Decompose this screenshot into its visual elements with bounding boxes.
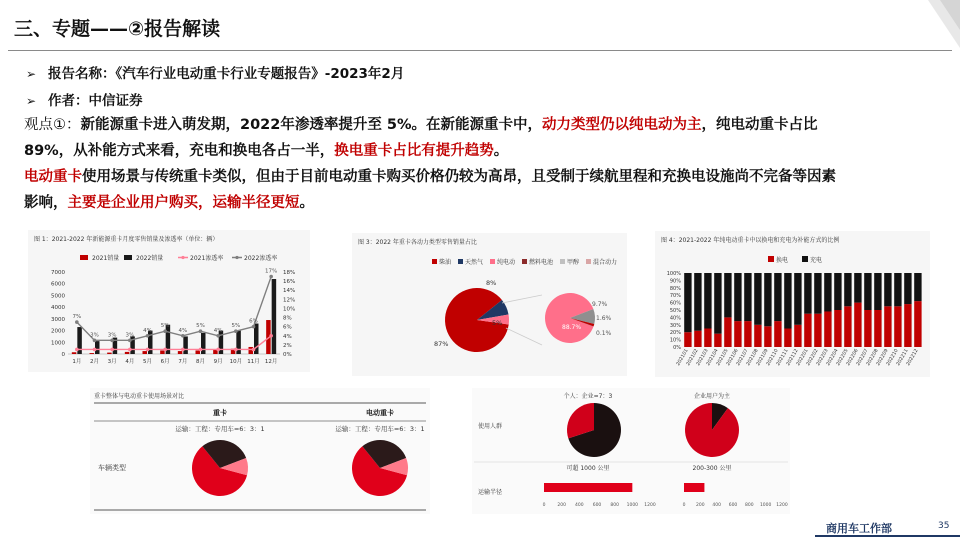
y-tick-label: 70% [669,293,681,300]
x-tick-label: 800 [610,503,619,508]
arrow-bullet-icon: ➢ [26,67,37,81]
y-tick-label: 80% [669,285,681,292]
x-tick-label: 5月 [143,359,152,365]
bar-swap [914,301,921,347]
y2-tick-label: 18% [283,270,296,276]
x-tick-label: 1200 [644,503,656,508]
x-tick-label: 202108 [746,348,760,367]
bar-charge [774,273,781,321]
point-3 [181,334,185,338]
bar-swap [824,311,831,347]
x-tick-label: 202205 [836,348,850,367]
rate-label: 17% [265,268,278,275]
x-tick-label: 6月 [160,359,170,365]
row-label: 车辆类型 [98,464,126,472]
chart-3-title: 图 4：2021-2022 年纯电动重卡中以换电和充电为补能方式的比例 [661,237,840,244]
x-tick-label: 202201 [796,348,810,367]
x-tick-label: 800 [745,503,754,508]
bar-swap [684,332,691,347]
bar-swap [724,317,731,347]
bar-swap [744,321,751,347]
point-3 [110,339,114,343]
bar-charge [724,273,731,317]
bar-2021 [72,352,77,354]
x-tick-label: 0 [682,503,686,508]
x-tick-label: 9月 [213,359,223,365]
bar-swap [734,321,741,347]
viewpoint-highlight-1: 动力类型仍以纯电动为主 [542,117,702,133]
y-tick-label: 6000 [51,281,65,288]
line-3 [77,277,271,341]
connector-line [502,295,542,303]
bar-swap [754,325,761,347]
x-tick-label: 10月 [229,359,243,365]
bar-swap [694,331,701,347]
viewpoint-text-2: ，纯电动重卡占比 [701,117,818,133]
legend-label-0: 2021销量 [92,255,120,262]
bar-2021 [125,352,130,354]
caption: 个人：企业=7：3 [563,393,613,400]
point-3 [216,334,220,338]
rate-label: 5% [231,323,241,330]
y2-tick-label: 4% [283,333,292,340]
point-3 [252,325,256,329]
point-3 [199,329,203,333]
bar-charge [764,273,771,326]
x-tick-label: 202105 [716,348,730,367]
sub-pie-label: 9.7% [592,301,608,308]
x-tick-label: 202107 [736,348,750,367]
legend-label-1: 2022销量 [136,255,164,262]
point-2 [93,348,97,352]
point-2 [110,348,114,352]
point-2 [75,348,79,352]
x-tick-label: 202203 [816,348,830,367]
connector-line [506,328,542,345]
point-3 [163,329,167,333]
bar-swap [904,304,911,347]
point-2 [163,348,167,352]
x-tick-label: 202112 [786,348,800,367]
user-pie-enterprise-slice-1 [685,403,739,457]
scenario-caption: 运输：工程：专用车=6：3：1 [335,425,425,433]
page-title: 三、专题——②报告解读 [14,18,221,40]
caption: 企业用户为主 [693,393,731,400]
legend-label-4: 甲醇 [567,259,580,266]
bar-charge [874,273,881,310]
bar-2021 [143,351,148,354]
point-3 [146,334,150,338]
y-tick-label: 7000 [51,270,65,276]
x-tick-label: 600 [728,503,738,508]
chart-5-svg [472,388,790,514]
y-tick-label: 90% [669,278,681,285]
rate-label: 7% [72,314,82,321]
legend-label-2: 2021渗透率 [190,255,224,262]
chart-2-svg [352,233,627,376]
chart-scenario-compare [90,388,430,514]
rate-label: 6% [249,318,258,325]
point-2 [128,348,132,352]
column-header: 电动重卡 [366,409,394,417]
corner-decoration [924,0,960,48]
y-tick-label: 40% [669,315,681,322]
x-tick-label: 202204 [826,348,840,367]
legend-label-1: 充电 [810,257,823,264]
x-tick-label: 7月 [178,359,188,365]
point-3 [128,339,132,343]
x-tick-label: 202212 [906,348,920,367]
x-tick-label: 200 [696,503,705,508]
main-pie-label: 87% [434,340,449,348]
bar-charge [814,273,821,314]
radius-bar-truck [544,483,632,492]
x-tick-label: 202102 [686,348,700,367]
legend-marker-3 [235,256,238,259]
bar-charge [884,273,891,306]
bar-charge [714,273,721,334]
arrow-bullet-icon: ➢ [26,94,37,108]
bar-charge [754,273,761,325]
viewpoint-text-1: 新能源重卡进入萌发期，2022年渗透率提升至 5%。在新能源重卡中， [80,117,543,133]
y-tick-label: 10% [669,337,681,344]
scenario-caption: 运输：工程：专用车=6：3：1 [175,425,265,433]
x-tick-label: 202210 [886,348,900,367]
legend-marker-2 [181,256,184,259]
y-tick-label: 4000 [51,305,65,312]
main-pie-label: 8% [486,279,497,287]
x-tick-label: 1000 [626,503,639,508]
rate-label: 3% [90,332,99,339]
x-tick-label: 1000 [759,503,772,508]
viewpoint-highlight-2: 换电重卡占比有提升趋势 [334,143,494,159]
legend-label-2: 纯电动 [497,259,516,266]
chart-3-svg [655,231,930,377]
usage-highlight-1: 电动重卡 [24,169,82,185]
x-tick-label: 202106 [726,348,740,367]
y2-tick-label: 16% [283,279,296,286]
department-label: 商用车工作部 [826,522,892,535]
x-tick-label: 202110 [766,348,780,367]
bar-swap [714,334,721,347]
legend-swatch-0 [432,259,437,264]
bar-charge [734,273,741,321]
x-tick-label: 3月 [107,359,117,365]
sub-pie-label: 0.1% [596,330,612,337]
legend-label-3: 2022渗透率 [244,255,278,262]
x-tick-label: 2月 [90,359,99,365]
rate-label: 4% [178,327,188,334]
legend-swatch-1 [458,259,463,264]
line-2 [77,336,271,350]
x-tick-label: 202101 [676,348,690,367]
legend-swatch-2 [490,259,495,264]
sub-pie-label: 1.6% [596,315,612,322]
y2-tick-label: 0% [283,352,292,358]
bar-charge [704,273,711,329]
y2-tick-label: 8% [283,315,292,322]
y2-tick-label: 10% [283,306,296,313]
y-tick-label: 60% [669,300,681,307]
bar-swap [854,303,861,347]
y-tick-label: 0% [673,345,681,351]
bar-swap [874,310,881,347]
y-tick-label: 3000 [51,316,65,323]
chart-4-title: 重卡整体与电动重卡使用场景对比 [94,393,185,400]
x-tick-label: 202111 [776,348,790,367]
viewpoint-text-3: 89%，从补能方式来看，充电和换电各占一半， [24,143,335,159]
point-2 [199,348,203,352]
y2-tick-label: 12% [283,297,296,304]
page-number: 35 [938,521,950,531]
y-tick-label: 50% [669,308,681,314]
chart-2-title: 图 3：2022 年重卡各动力类型零售销量占比 [358,239,477,246]
bar-2022 [201,333,206,354]
bar-swap [884,306,891,347]
x-tick-label: 1200 [776,503,788,508]
x-tick-label: 11月 [247,359,260,365]
usage-paragraph [24,164,944,216]
bar-swap [894,306,901,347]
point-3 [93,339,97,343]
bar-swap [784,329,791,348]
bar-swap [804,314,811,347]
rate-label: 3% [107,332,117,339]
usage-text-3: 。 [299,195,314,211]
legend-label-3: 燃料电池 [529,259,554,266]
chart-1-title: 图 1：2021-2022 年新能源重卡月度零售销量及渗透率（单位：辆） [34,236,219,243]
author-bullet [26,89,143,109]
x-tick-label: 200 [557,503,566,508]
point-2 [234,348,238,352]
rate-label: 3% [125,332,135,339]
x-tick-label: 400 [575,503,584,508]
bar-swap [774,321,781,347]
point-3 [75,320,79,324]
x-tick-label: 202202 [806,348,820,367]
bar-charge [684,273,691,332]
x-tick-label: 202104 [706,348,720,367]
legend-swatch-0 [768,256,774,262]
usage-text-1: 使用场景与传统重卡类似，但由于目前电动重卡购买价格仍较为高昂，且受制于续航里程和充换电设施尚不完备等因素 [82,169,836,185]
chart-user-radius [472,388,790,514]
column-header: 重卡 [213,409,227,417]
viewpoint-prefix: 观点①： [24,117,81,133]
x-tick-label: 202206 [846,348,860,367]
legend-swatch-3 [522,259,527,264]
rate-label: 4% [213,327,223,334]
bar-charge [794,273,801,325]
x-tick-label: 400 [712,503,721,508]
chart-monthly-sales [28,230,310,372]
point-2 [252,348,256,352]
bar-2021 [90,353,95,354]
bar-charge [854,273,861,303]
y-tick-label: 1000 [51,340,65,347]
x-tick-label: 202208 [866,348,880,367]
bar-charge [904,273,911,304]
legend-label-0: 换电 [776,257,789,264]
rate-label: 5% [196,323,205,330]
bar-charge [894,273,901,306]
bar-2021 [160,350,165,354]
y-tick-label: 5000 [51,293,65,300]
legend-label-1: 天然气 [465,259,484,266]
viewpoint-text-4: 。 [493,143,509,159]
radius-bar-ev [684,483,704,492]
point-3 [269,275,273,279]
y-tick-label: 20% [669,330,681,337]
bar-charge [914,273,921,301]
usage-highlight-2: 主要是企业用户购买，运输半径更短 [67,195,300,211]
bar-charge [784,273,791,329]
point-2 [181,348,185,352]
bar-2022 [95,341,100,354]
point-2 [269,334,273,338]
bar-charge [864,273,871,310]
bar-swap [794,325,801,347]
y-tick-label: 2000 [51,328,65,335]
x-tick-label: 202211 [896,348,910,367]
bar-swap [864,310,871,347]
y-tick-label: 0 [61,352,65,358]
bar-2021 [107,353,112,354]
row-label: 运输半径 [478,489,503,496]
usage-text-2: 影响， [24,195,68,211]
bar-2022 [272,279,277,354]
legend-swatch-5 [586,259,591,264]
x-tick-label: 12月 [264,359,278,365]
main-pie-label: 5% [492,319,503,327]
bar-swap [814,314,821,347]
y2-tick-label: 2% [283,342,292,349]
legend-swatch-4 [560,259,565,264]
chart-4-svg [90,388,430,514]
title-divider [8,50,952,51]
x-tick-label: 4月 [125,359,135,365]
x-tick-label: 1月 [72,359,82,365]
report-name-text: 报告名称：《汽车行业电动重卡行业专题报告》-2023年2月 [48,66,405,82]
x-tick-label: 202103 [696,348,710,367]
chart-swap-charge [655,231,930,377]
bar-charge [844,273,851,306]
author-text: 作者：中信证券 [48,93,143,109]
x-tick-label: 202109 [756,348,770,367]
bar-swap [844,306,851,347]
report-name-bullet [26,62,404,82]
x-tick-label: 202207 [856,348,870,367]
bar-charge [744,273,751,321]
point-2 [216,348,220,352]
bar-swap [764,326,771,347]
chart-1-svg [28,230,310,372]
x-tick-label: 202209 [876,348,890,367]
row-label: 使用人群 [478,423,503,430]
x-tick-label: 8月 [196,359,205,365]
bar-2022 [183,336,188,354]
legend-label-0: 柴油 [439,259,452,266]
bar-charge [824,273,831,311]
caption: 200-300 公里 [692,465,732,472]
bar-charge [834,273,841,310]
chart-power-type [352,233,627,376]
legend-swatch-1 [802,256,808,262]
bar-2021 [178,351,183,354]
y-tick-label: 100% [666,271,681,277]
viewpoint-paragraph [24,112,944,164]
caption: 可超 1000 公里 [566,465,610,472]
x-tick-label: 600 [592,503,602,508]
rate-label: 4% [143,327,152,334]
y-tick-label: 30% [669,322,681,329]
bar-swap [834,310,841,347]
legend-label-5: 混合动力 [593,259,618,266]
bar-charge [694,273,701,331]
legend-swatch-0 [80,255,88,260]
y2-tick-label: 6% [283,324,292,331]
footer-divider [815,535,960,537]
point-3 [234,329,238,333]
y2-tick-label: 14% [283,288,296,295]
legend-swatch-1 [124,255,132,260]
bar-swap [704,329,711,348]
bar-charge [804,273,811,314]
point-2 [146,348,150,352]
x-tick-label: 0 [542,503,546,508]
bar-2021 [196,350,201,354]
sub-pie-label: 88.7% [562,324,582,331]
rate-label: 5% [160,323,170,330]
